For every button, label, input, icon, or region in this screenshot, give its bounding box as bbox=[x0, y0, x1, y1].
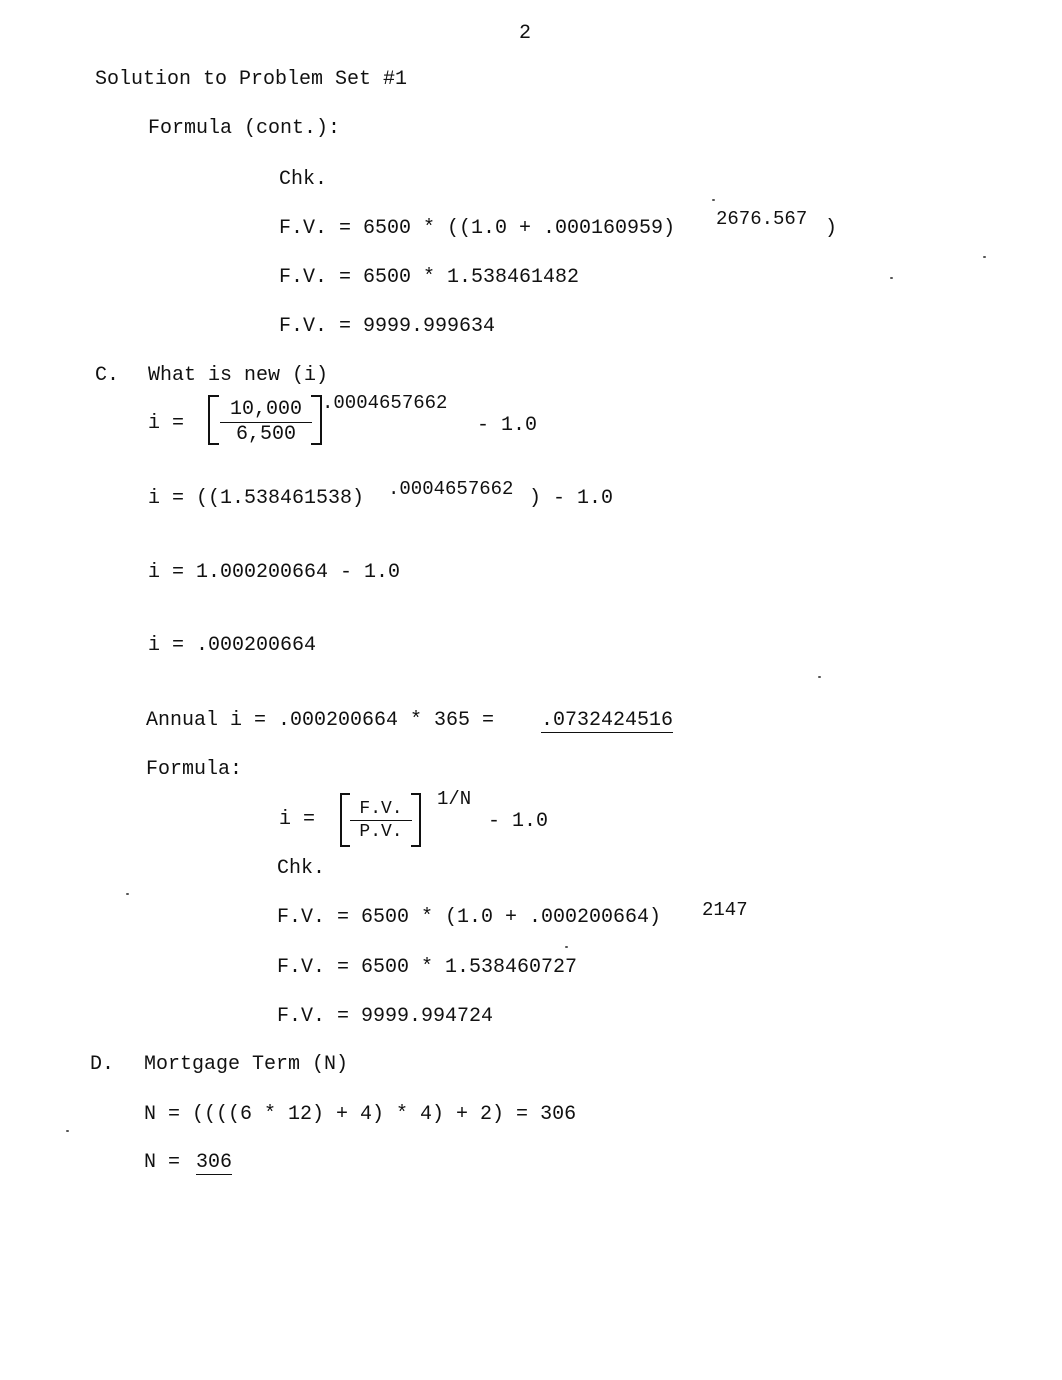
scan-speck bbox=[126, 893, 129, 895]
page-heading: Solution to Problem Set #1 bbox=[95, 68, 408, 91]
section-c-equation-2-exponent: .0004657662 bbox=[388, 478, 514, 500]
section-c-title: What is new (i) bbox=[148, 364, 329, 387]
scan-speck bbox=[818, 676, 821, 678]
scan-speck bbox=[712, 199, 715, 201]
section-d-equation-2: N = bbox=[144, 1151, 181, 1174]
annual-rate-result: .0732424516 bbox=[541, 709, 674, 732]
formula-left-bracket bbox=[340, 793, 350, 847]
ratio-fraction bbox=[220, 400, 312, 445]
annual-rate-equation: Annual i = .000200664 * 365 = bbox=[146, 709, 495, 732]
formula-exponent: 1/N bbox=[437, 788, 472, 810]
section-d-title: Mortgage Term (N) bbox=[144, 1053, 349, 1076]
eq-rhs: - 1.0 bbox=[477, 414, 538, 437]
check-fv-line-3: F.V. = 9999.999634 bbox=[279, 315, 496, 338]
left-bracket bbox=[208, 395, 219, 445]
check-fv-line-2: F.V. = 6500 * 1.538461482 bbox=[279, 266, 580, 289]
scan-speck bbox=[66, 1130, 69, 1132]
fraction-numerator: 10,000 bbox=[220, 400, 312, 423]
section-c-equation-4: i = .000200664 bbox=[148, 634, 317, 657]
check-fv-line-1: F.V. = 6500 * ((1.0 + .000160959) bbox=[279, 217, 676, 240]
scan-speck bbox=[983, 256, 986, 258]
page-number: 2 bbox=[519, 22, 532, 45]
check-2-exponent: 2147 bbox=[702, 899, 748, 921]
formula-numerator: F.V. bbox=[350, 800, 412, 821]
formula-denominator: P.V. bbox=[359, 822, 403, 842]
check-fv-close-paren: ) bbox=[825, 217, 838, 240]
section-c-equation-2-rhs: ) - 1.0 bbox=[529, 487, 614, 510]
eq-lhs: i = bbox=[148, 412, 185, 435]
right-bracket bbox=[311, 395, 322, 445]
formula-right-bracket bbox=[411, 793, 421, 847]
scan-speck bbox=[890, 277, 893, 279]
section-d-letter: D. bbox=[90, 1053, 115, 1076]
section-c-letter: C. bbox=[95, 364, 120, 387]
check-label-2: Chk. bbox=[277, 857, 326, 880]
scan-speck bbox=[565, 946, 568, 948]
check-2-line-3: F.V. = 9999.994724 bbox=[277, 1005, 494, 1028]
eq-exponent: .0004657662 bbox=[322, 392, 448, 414]
fraction-denominator: 6,500 bbox=[235, 423, 296, 446]
formula-label: Formula: bbox=[146, 758, 243, 781]
section-c-equation-3: i = 1.000200664 - 1.0 bbox=[148, 561, 401, 584]
section-d-equation-1: N = ((((6 * 12) + 4) * 4) + 2) = 306 bbox=[144, 1103, 577, 1126]
check-fv-exponent: 2676.567 bbox=[716, 208, 808, 230]
section-d-result: 306 bbox=[196, 1151, 233, 1174]
formula-rhs: - 1.0 bbox=[488, 810, 549, 833]
check-label: Chk. bbox=[279, 168, 328, 191]
section-c-equation-2: i = ((1.538461538) bbox=[148, 487, 365, 510]
formula-cont-label: Formula (cont.): bbox=[148, 117, 341, 140]
formula-lhs: i = bbox=[279, 808, 316, 831]
check-2-line-1: F.V. = 6500 * (1.0 + .000200664) bbox=[277, 906, 662, 929]
formula-fraction bbox=[350, 800, 412, 841]
check-2-line-2: F.V. = 6500 * 1.538460727 bbox=[277, 956, 578, 979]
